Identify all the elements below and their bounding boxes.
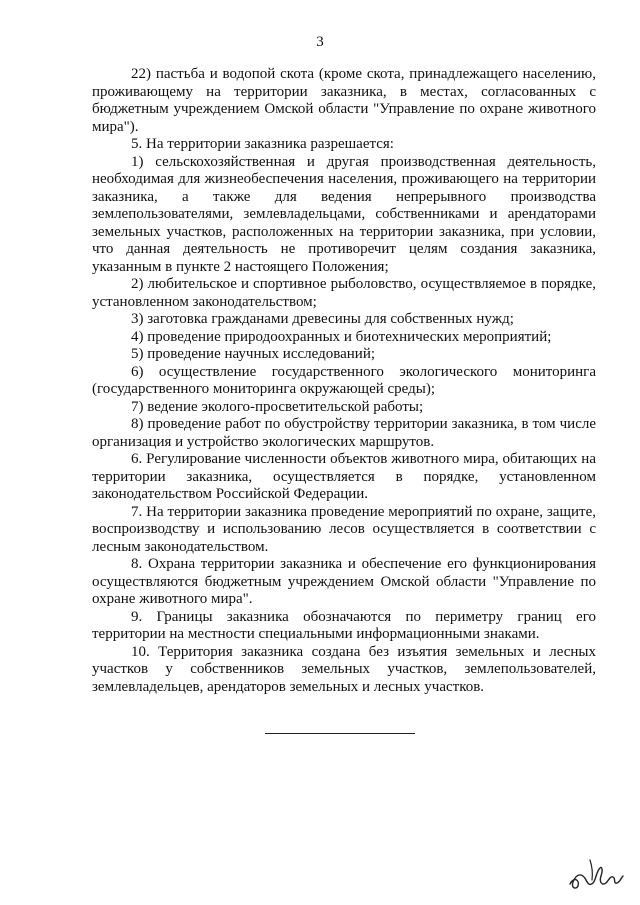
paragraph: 9. Границы заказника обозначаются по периметру границ его территории на местности специальными информационными знаками. xyxy=(92,608,596,642)
paragraph: 2) любительское и спортивное рыболовство, осуществляемое в порядке, установленном законодательством; xyxy=(92,276,596,310)
signature-mark xyxy=(566,850,628,894)
document-body xyxy=(92,66,596,696)
paragraph: 22) пастьба и водопой скота (кроме скота, принадлежащего населению, проживающему на территории заказника, в местах, согласованных с бюджетным учреждением Омской области "Управление по охране животного мира"). xyxy=(92,66,596,135)
paragraph: 7. На территории заказника проведение мероприятий по охране, защите, воспроизводству и использованию лесов осуществляется в соответствии с лесным законодательством. xyxy=(92,503,596,555)
closing-divider-line xyxy=(265,733,415,734)
paragraph: 8. Охрана территории заказника и обеспечение его функционирования осуществляются бюджетным учреждением Омской области "Управление по охране животного мира". xyxy=(92,556,596,607)
paragraph: 1) сельскохозяйственная и другая производственная деятельность, необходимая для жизнеобеспечения населения, проживающего на территории заказника, а также для ведения непрерывного производства землепользователями, землевладельцами, собственниками и арендаторами земельных участков, расположенных на территории заказника, при условии, что данная деятельность не противоречит целям создания заказника, указанным в пункте 2 настоящего Положения; xyxy=(92,153,596,275)
paragraph: 4) проведение природоохранных и биотехнических мероприятий; xyxy=(131,328,552,345)
paragraph: 5) проведение научных исследований; xyxy=(131,346,376,362)
paragraph: 6. Регулирование численности объектов животного мира, обитающих на территории заказника, осуществляется в порядке, установленном законодательством Российской Федерации. xyxy=(92,451,596,502)
paragraph: 7) ведение эколого-просветительской работы; xyxy=(131,398,424,415)
page-number: 3 xyxy=(316,34,324,50)
paragraph: 5. На территории заказника разрешается: xyxy=(131,136,394,152)
paragraph: 8) проведение работ по обустройству территории заказника, в том числе организация и устройство экологических маршрутов. xyxy=(92,416,596,450)
paragraph: 3) заготовка гражданами древесины для собственных нужд; xyxy=(131,311,514,327)
paragraph: 10. Территория заказника создана без изъятия земельных и лесных участков у собственников земельных участков, землепользователей, землевладельцев, арендаторов земельных и лесных участков. xyxy=(92,643,596,695)
paragraph: 6) осуществление государственного экологического мониторинга (государственного мониторинга окружающей среды); xyxy=(92,363,596,397)
